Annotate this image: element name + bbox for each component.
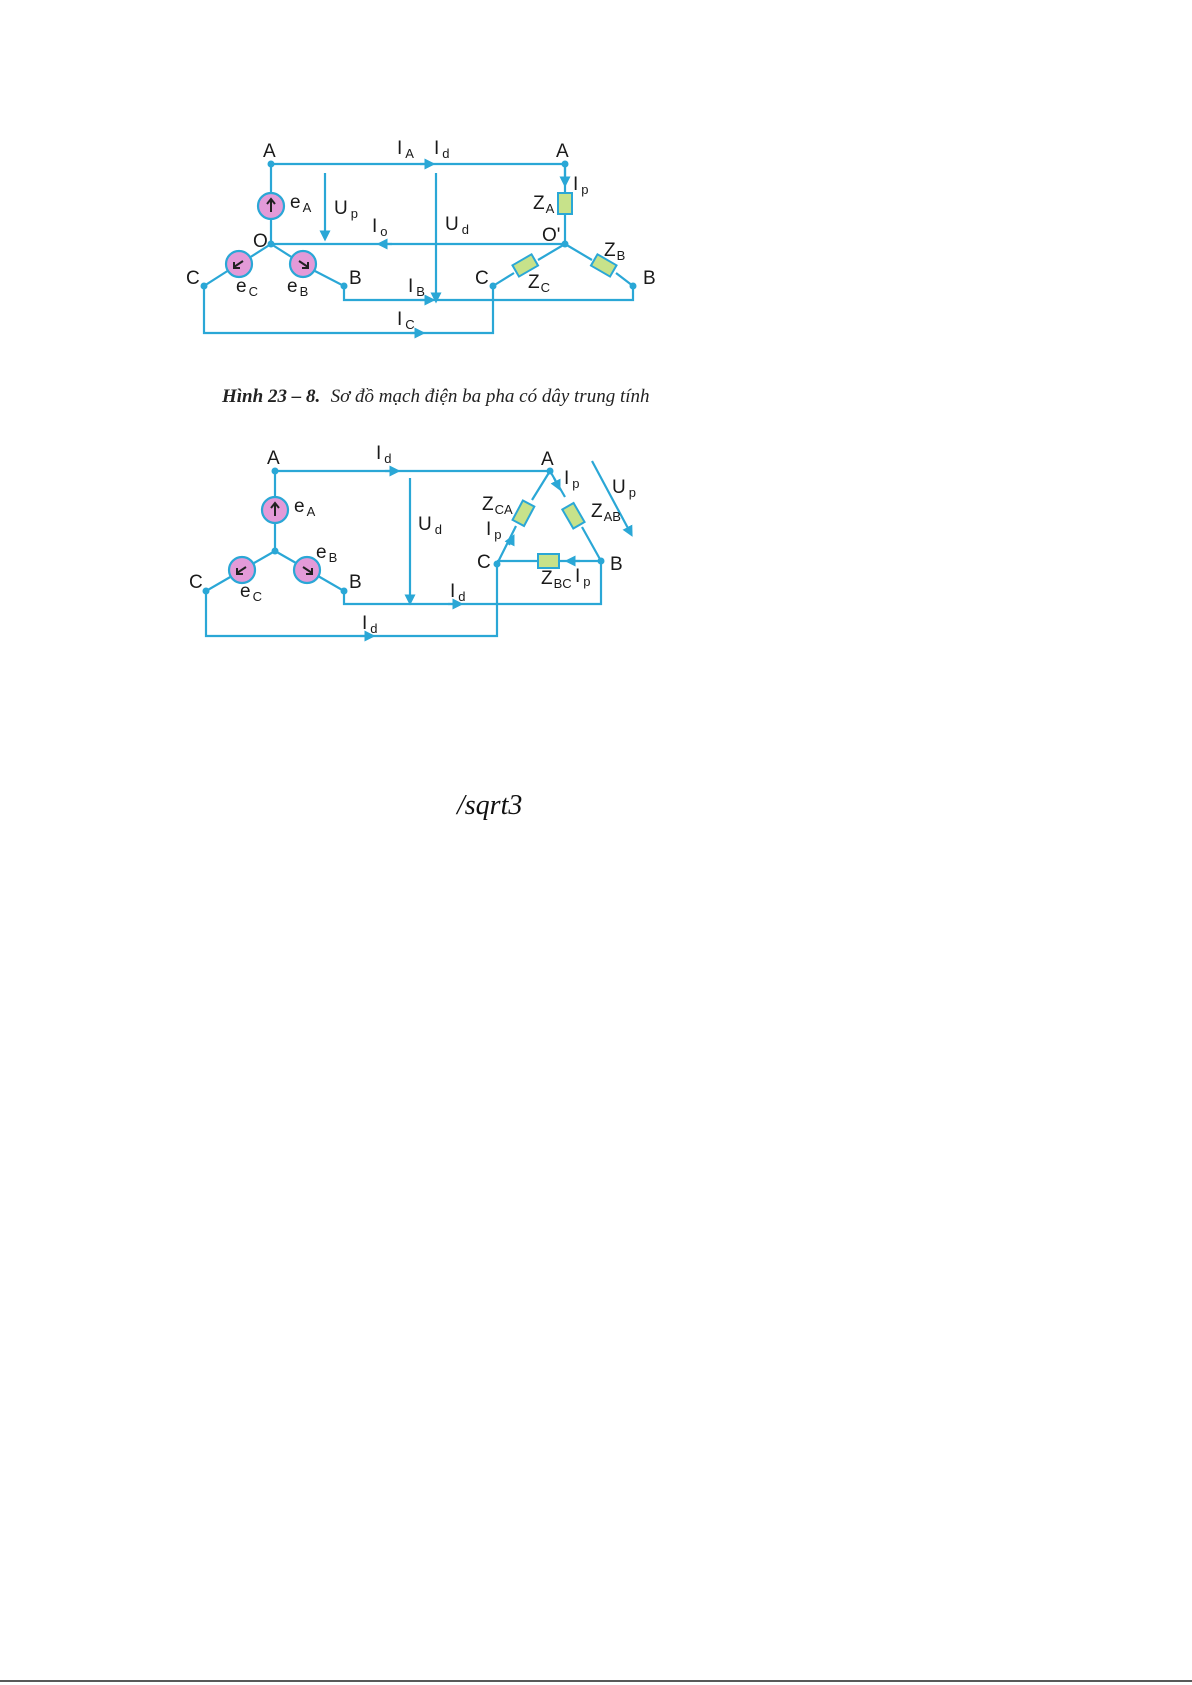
label-ip: I $_p$ [573,174,589,197]
impedance-zbc [538,554,559,568]
diagram-star-neutral [186,138,656,333]
caption-number: Hình 23 – 8. [222,386,321,407]
label-za: $Z_A$ [533,193,555,216]
label-ud-2: U $_d$ [418,514,442,537]
label-ia: I $_A$ [397,138,414,161]
label-id-top: I $_d$ [434,138,450,161]
label-ud: U $_d$ [445,214,469,237]
label-id-b-2: I $_d$ [450,581,466,604]
label-ec-2: e $_C$ [240,581,262,604]
node-dots [201,161,637,290]
label-c-load-2: C [477,552,491,573]
label-b-load: B [643,268,656,289]
label-eb: e $_B$ [287,276,309,299]
figure-caption [221,386,650,407]
label-zca: $Z_{CA}$ [482,494,513,517]
label-ip-bc: I $_p$ [575,566,591,589]
label-ip-ca: I $_p$ [486,519,502,542]
impedance-za [558,193,572,214]
label-a-source-2: A [267,448,280,469]
label-zbc: $Z_{BC}$ [541,568,572,591]
label-up: U $_p$ [334,198,358,221]
label-up-2: U $_p$ [612,477,636,500]
label-c-source-2: C [189,572,203,593]
label-eb-2: e $_B$ [316,542,338,565]
label-ec: e $_C$ [236,276,258,299]
label-ic: I $_C$ [397,309,415,332]
label-ib: I $_B$ [408,276,425,299]
label-zc: $Z_C$ [528,272,550,295]
label-ea-2: e $_A$ [294,496,316,519]
label-io: I $_o$ [372,216,388,239]
label-a-load: A [556,141,569,162]
label-oprime: O' [542,225,561,246]
label-zab: $Z_{AB}$ [591,501,621,524]
wire-line-a [271,164,565,193]
diagram-star-delta [189,443,636,636]
impedance-zab [562,503,584,529]
label-a-load-2: A [541,449,554,470]
label-c-source: C [186,268,200,289]
label-zb: $Z_B$ [604,240,626,263]
label-id-top-2: I $_d$ [376,443,392,466]
label-c-load: C [475,268,489,289]
label-b-load-2: B [610,554,623,575]
formula-sqrt3: /sqrt3 [457,790,523,821]
label-ea: e $_A$ [290,192,312,215]
label-o: O [253,231,268,252]
label-b-source-2: B [349,572,362,593]
label-id-c-2: I $_d$ [362,613,378,636]
label-b-source: B [349,268,362,289]
label-a-source: A [263,141,276,162]
impedance-zca [513,500,535,526]
caption-text: Sơ đồ mạch điện ba pha có dây trung tính [330,386,650,407]
label-ip-ab: I $_p$ [564,468,580,491]
